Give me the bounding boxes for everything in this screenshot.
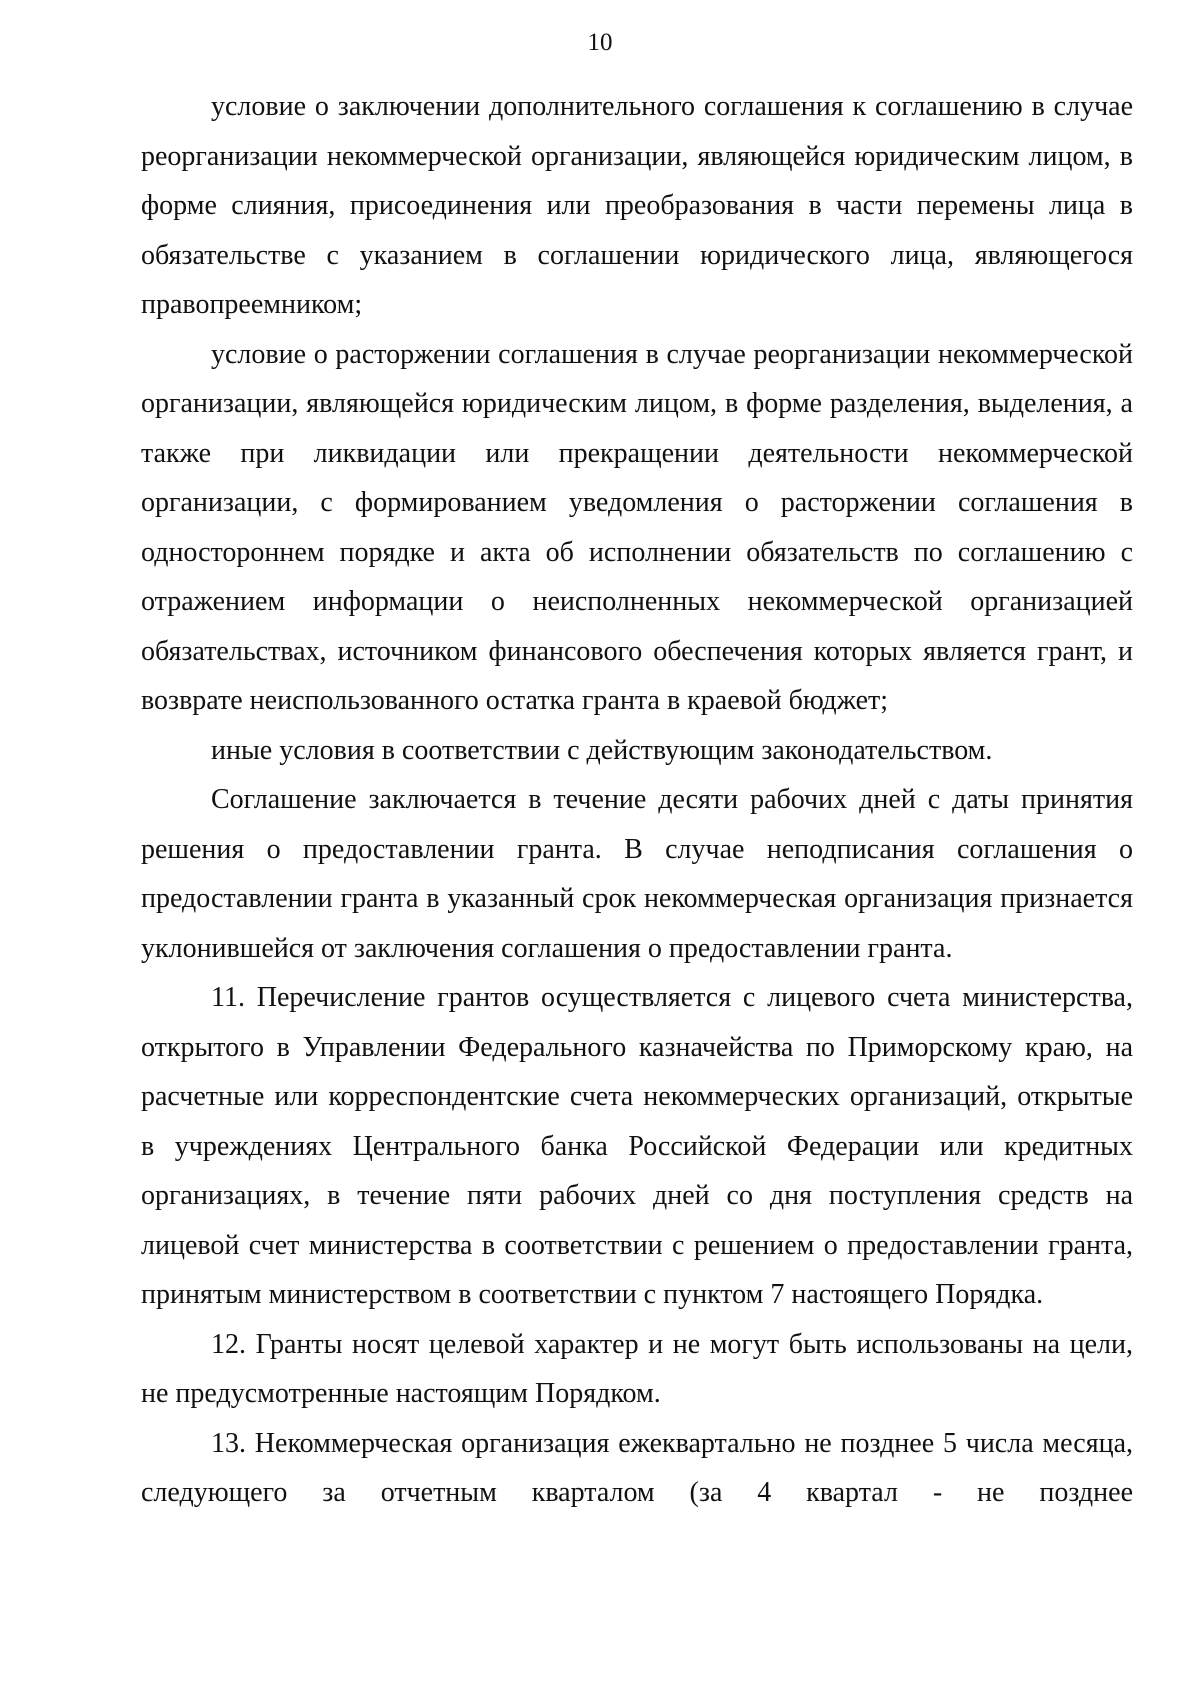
paragraph-item-13: 13. Некоммерческая организация ежеквартально не позднее 5 числа месяца, следующего за отчетным кварталом (за 4 квартал - не позднее bbox=[141, 1427, 1133, 1508]
document-body bbox=[141, 82, 1133, 1518]
paragraph-addendum-condition: условие о заключении дополнительного соглашения к соглашению в случае реорганизации некоммерческой организации, являющейся юридическим лицом, в форме слияния, присоединения или преобразования в части перемены лица в обязательстве с указанием в соглашении юридического лица, являющегося правопреемником; bbox=[141, 91, 1133, 320]
paragraph-termination-condition: условие о расторжении соглашения в случае реорганизации некоммерческой организации, являющейся юридическим лицом, в форме разделения, выделения, а также при ликвидации или прекращении деятельности некоммерческой организации, с формированием уведомления о расторжении соглашения в одностороннем порядке и акта об исполнении обязательств по соглашению с отражением информации о неисполненных некоммерческой организацией обязательствах, источником финансового обеспечения которых является грант, и возврате неиспользованного остатка гранта в краевой бюджет; bbox=[141, 338, 1133, 716]
paragraph-other-conditions: иные условия в соответствии с действующим законодательством. bbox=[211, 734, 993, 766]
paragraph-agreement-deadline: Соглашение заключается в течение десяти рабочих дней с даты принятия решения о предоставлении гранта. В случае неподписания соглашения о предоставлении гранта в указанный срок некоммерческая организация признается уклонившейся от заключения соглашения о предоставлении гранта. bbox=[141, 784, 1133, 964]
paragraph-item-12: 12. Гранты носят целевой характер и не могут быть использованы на цели, не предусмотренные настоящим Порядком. bbox=[141, 1328, 1133, 1409]
page-number: 10 bbox=[587, 29, 613, 56]
paragraph-item-11: 11. Перечисление грантов осуществляется с лицевого счета министерства, открытого в Управлении Федерального казначейства по Приморскому краю, на расчетные или корреспондентские счета некоммерческих организаций, открытые в учреждениях Центрального банка Российской Федерации или кредитных организациях, в течение пяти рабочих дней со дня поступления средств на лицевой счет министерства в соответствии с решением о предоставлении гранта, принятым министерством в соответствии с пунктом 7 настоящего Порядка. bbox=[141, 982, 1133, 1310]
